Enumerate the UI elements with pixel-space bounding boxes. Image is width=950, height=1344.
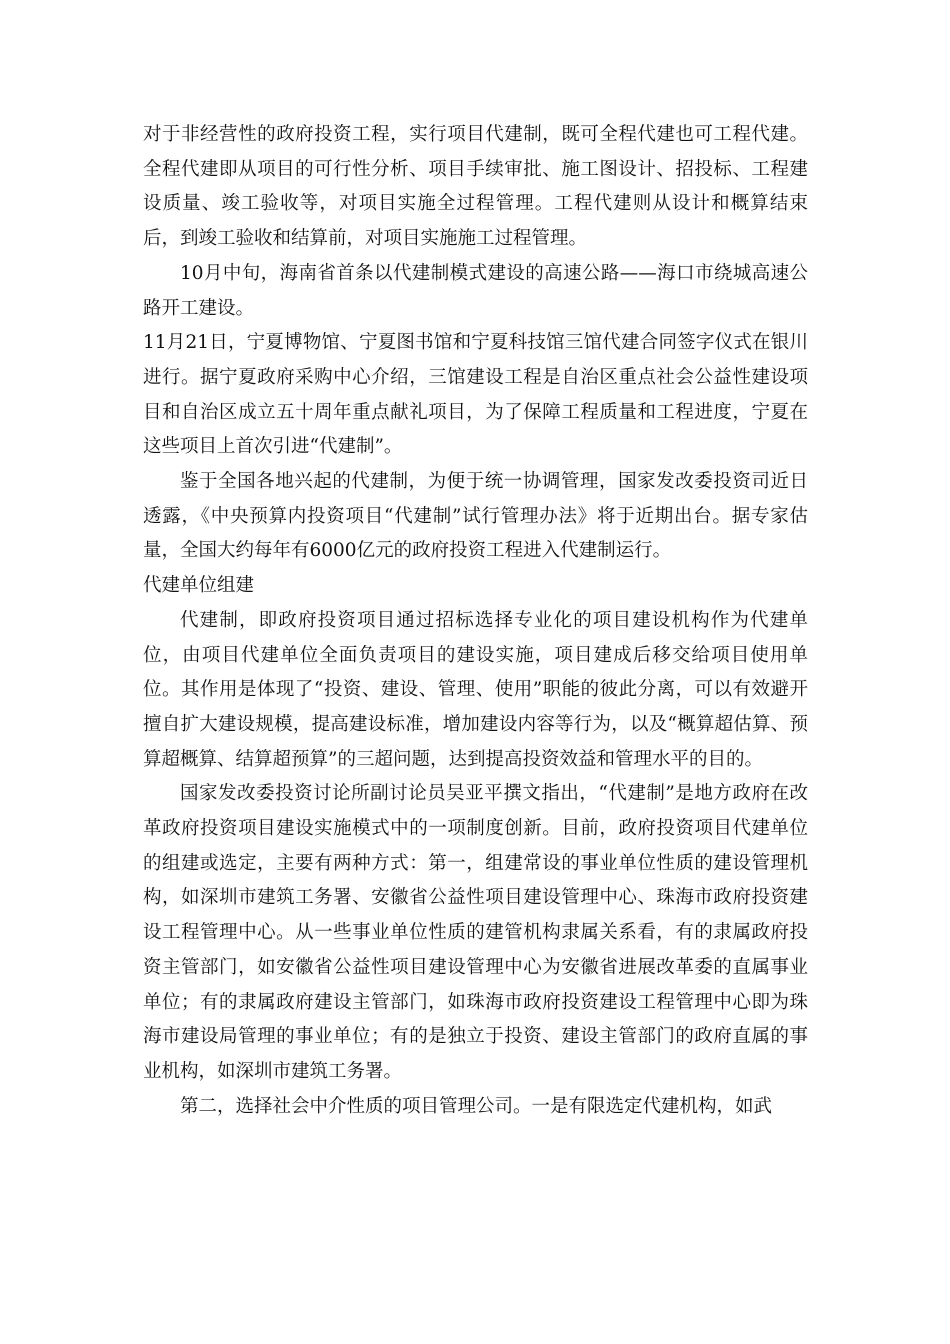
paragraph-agency-definition: 代建制，即政府投资项目通过招标选择专业化的项目建设机构作为代建单位，由项目代建单位全面负责项目的建设实施，项目建成后移交给项目使用单位。其作用是体现了“投资、建设、管理、使用”职能的彼此分离，可以有效避开擅自扩大建设规模，提高建设标准，增加建设内容等行为，以及“概算超估算、预算超概算、结算超预算”的三超问题，达到提高投资效益和管理水平的目的。 — [143, 609, 808, 770]
paragraph-hainan-highway: 10月中旬，海南省首条以代建制模式建设的高速公路——海口市绕城高速公路开工建设。 — [143, 262, 808, 319]
section-heading-agency-setup: 代建单位组建 — [143, 575, 255, 597]
paragraph-full-agency-intro: 对于非经营性的政府投资工程，实行项目代建制，既可全程代建也可工程代建。全程代建即从项目的可行性分析、项目手续审批、施工图设计、招投标、工程建设质量、竣工验收等，对项目实施全过程管理。工程代建则从设计和概算结束后，到竣工验收和结算前，对项目实施施工过程管理。 — [143, 124, 808, 250]
paragraph-ndrc-measures: 鉴于全国各地兴起的代建制，为便于统一协调管理，国家发改委投资司近日透露，《中央预算内投资项目“代建制”试行管理办法》将于近期出台。据专家估量，全国大约每年有6000亿元的政府投资工程进入代建制运行。 — [143, 471, 808, 562]
paragraph-ningxia-museums: 11月21日，宁夏博物馆、宁夏图书馆和宁夏科技馆三馆代建合同签字仪式在银川进行。据宁夏政府采购中心介绍，三馆建设工程是自治区重点社会公益性建设项目和自治区成立五十周年重点献礼项目，为了保障工程质量和工程进度，宁夏在这些项目上首次引进“代建制”。 — [143, 332, 808, 458]
document-body — [143, 118, 808, 1124]
paragraph-second-method: 第二，选择社会中介性质的项目管理公司。一是有限选定代建机构，如武 — [180, 1095, 773, 1117]
paragraph-wu-yaping-analysis: 国家发改委投资讨论所副讨论员吴亚平撰文指出，“代建制”是地方政府在改革政府投资项目建设实施模式中的一项制度创新。目前，政府投资项目代建单位的组建或选定，主要有两种方式：第一，组建常设的事业单位性质的建设管理机构，如深圳市建筑工务署、安徽省公益性项目建设管理中心、珠海市政府投资建设工程管理中心。从一些事业单位性质的建管机构隶属关系看，有的隶属政府投资主管部门，如安徽省公益性项目建设管理中心为安徽省进展改革委的直属事业单位；有的隶属政府建设主管部门，如珠海市政府投资建设工程管理中心即为珠海市建设局管理的事业单位；有的是独立于投资、建设主管部门的政府直属的事业机构，如深圳市建筑工务署。 — [143, 783, 808, 1082]
